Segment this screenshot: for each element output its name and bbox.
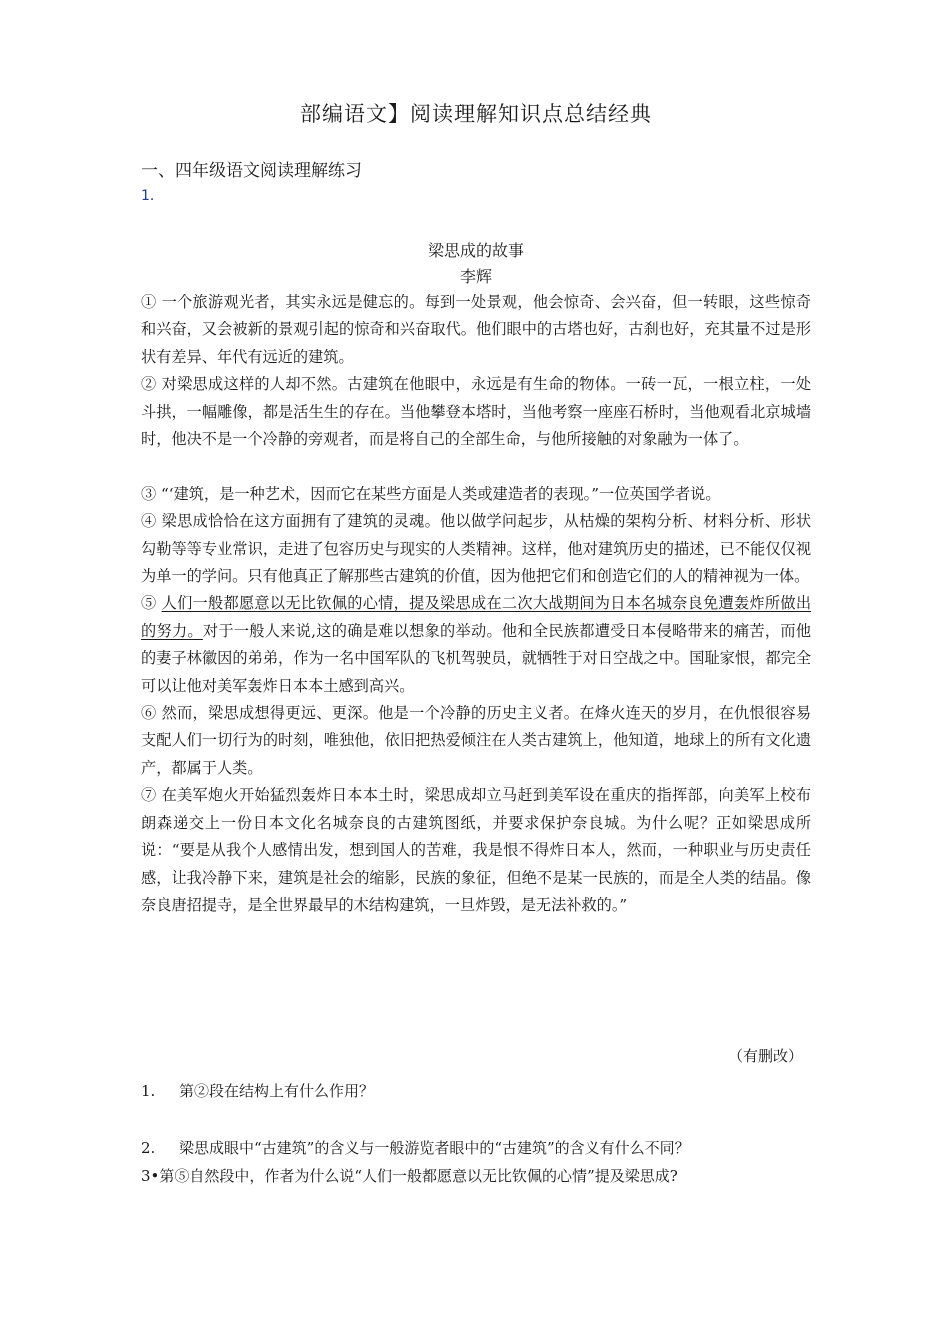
- paragraph-marker: ①: [141, 293, 157, 311]
- story-body: [141, 289, 811, 919]
- paragraph-text: 对于一般人来说,这的确是难以想象的举动。他和全民族都遭受日本侵略带来的痛苦，而他的妻子林徽因的弟弟，作为一名中国军队的飞机驾驶员，就牺牲于对日空战之中。国耻家恨，都完全可以让他对美军轰炸日本本土感到高兴。: [141, 621, 812, 695]
- paragraph-text: 然而，梁思成想得更远、更深。他是一个冷静的历史主义者。在烽火连天的岁月，在仇恨很容易支配人们一切行为的时刻，唯独他，依旧把热爱倾注在人类古建筑上，他知道，地球上的所有文化遗产，都属于人类。: [141, 704, 812, 777]
- question-1-text: 第②段在结构上有什么作用？: [179, 1082, 375, 1100]
- paragraph-5: [141, 590, 811, 700]
- document-title: 部编语文】阅读理解知识点总结经典: [300, 102, 652, 126]
- source-note: （有删改）: [727, 1047, 803, 1065]
- story-author: 李辉: [459, 267, 492, 286]
- question-2-text: 梁思成眼中“古建筑”的含义与一般游览者眼中的“古建筑”的含义有什么不同？: [179, 1139, 690, 1157]
- paragraph-text: 对梁思成这样的人却不然。古建筑在他眼中，永远是有生命的物体。一砖一瓦，一根立柱，一处斗拱，一幅雕像，都是活生生的存在。当他攀登本塔时，当他考察一座座石桥时，当他观看北京城墙时，他决不是一个冷静的旁观者，而是将自己的全部生命，与他所接触的对象融为一体了。: [141, 375, 812, 449]
- paragraph-marker: ⑤: [141, 594, 157, 613]
- paragraph-6: [141, 700, 811, 782]
- paragraph-text: “‘建筑，是一种艺术，因而它在某些方面是人类或建造者的表现。”一位英国学者说。: [161, 484, 721, 503]
- question-2-number: 2.: [141, 1139, 156, 1157]
- paragraph-marker: ②: [141, 375, 157, 394]
- question-1: [141, 1080, 374, 1101]
- paragraph-4: [141, 508, 811, 590]
- paragraph-text: 梁思成恰恰在这方面拥有了建筑的灵魂。他以做学问起步，从枯燥的架构分析、材料分析、形状勾勒等等专业常识，走进了包容历史与现实的人类精神。这样，他对建筑历史的描述，已不能仅仅视为单一的学问。只有他真正了解那些古建筑的价值，因为他把它们和创造它们的人的精神视为一体。: [141, 512, 812, 586]
- section-heading: 一、四年级语文阅读理解练习: [141, 161, 362, 181]
- question-3: 3•第⑤自然段中，作者为什么说“人们一般都愿意以无比钦佩的心情”提及梁思成?: [141, 1167, 678, 1185]
- underlined-sentence: 人们一般都愿意以无比钦佩的心情，提及梁思成在二次大战期间为日本名城奈良免遭轰炸所做出的努力。: [141, 594, 812, 640]
- paragraph-2: [141, 371, 811, 453]
- paragraph-3: [141, 481, 811, 508]
- question-2: [141, 1137, 690, 1158]
- paragraph-1: [141, 289, 811, 371]
- paragraph-marker: ⑥: [141, 704, 157, 723]
- paragraph-text: 在美军炮火开始猛烈轰炸日本本土时，梁思成却立马赶到美军设在重庆的指挥部，向美军上校布朗森递交上一份日本文化名城奈良的古建筑图纸，并要求保护奈良城。为什么呢？正如梁思成所说：“要是从我个人感情出发，想到国人的苦难，我是恨不得炸日本人，然而，一种职业与历史责任感，让我冷静下来，建筑是社会的缩影，民族的象征，但绝不是某一民族的，而是全人类的结晶。像奈良唐招提寺，是全世界最早的木结构建筑，一旦炸毁，是无法补救的。”: [141, 786, 812, 914]
- question-number: 1．: [141, 188, 164, 204]
- question-1-number: 1.: [141, 1082, 156, 1100]
- paragraph-marker: ⑦: [141, 786, 157, 805]
- paragraph-marker: ③: [141, 484, 157, 503]
- paragraph-spacer: [141, 453, 811, 480]
- paragraph-7: [141, 782, 811, 919]
- story-title: 梁思成的故事: [427, 241, 524, 260]
- paragraph-marker: ④: [141, 512, 157, 531]
- paragraph-text: 一个旅游观光者，其实永远是健忘的。每到一处景观，他会惊奇、会兴奋，但一转眼，这些惊奇和兴奋，又会被新的景观引起的惊奇和兴奋取代。他们眼中的古塔也好，古刹也好，充其量不过是形状有差异、年代有远近的建筑。: [141, 293, 812, 366]
